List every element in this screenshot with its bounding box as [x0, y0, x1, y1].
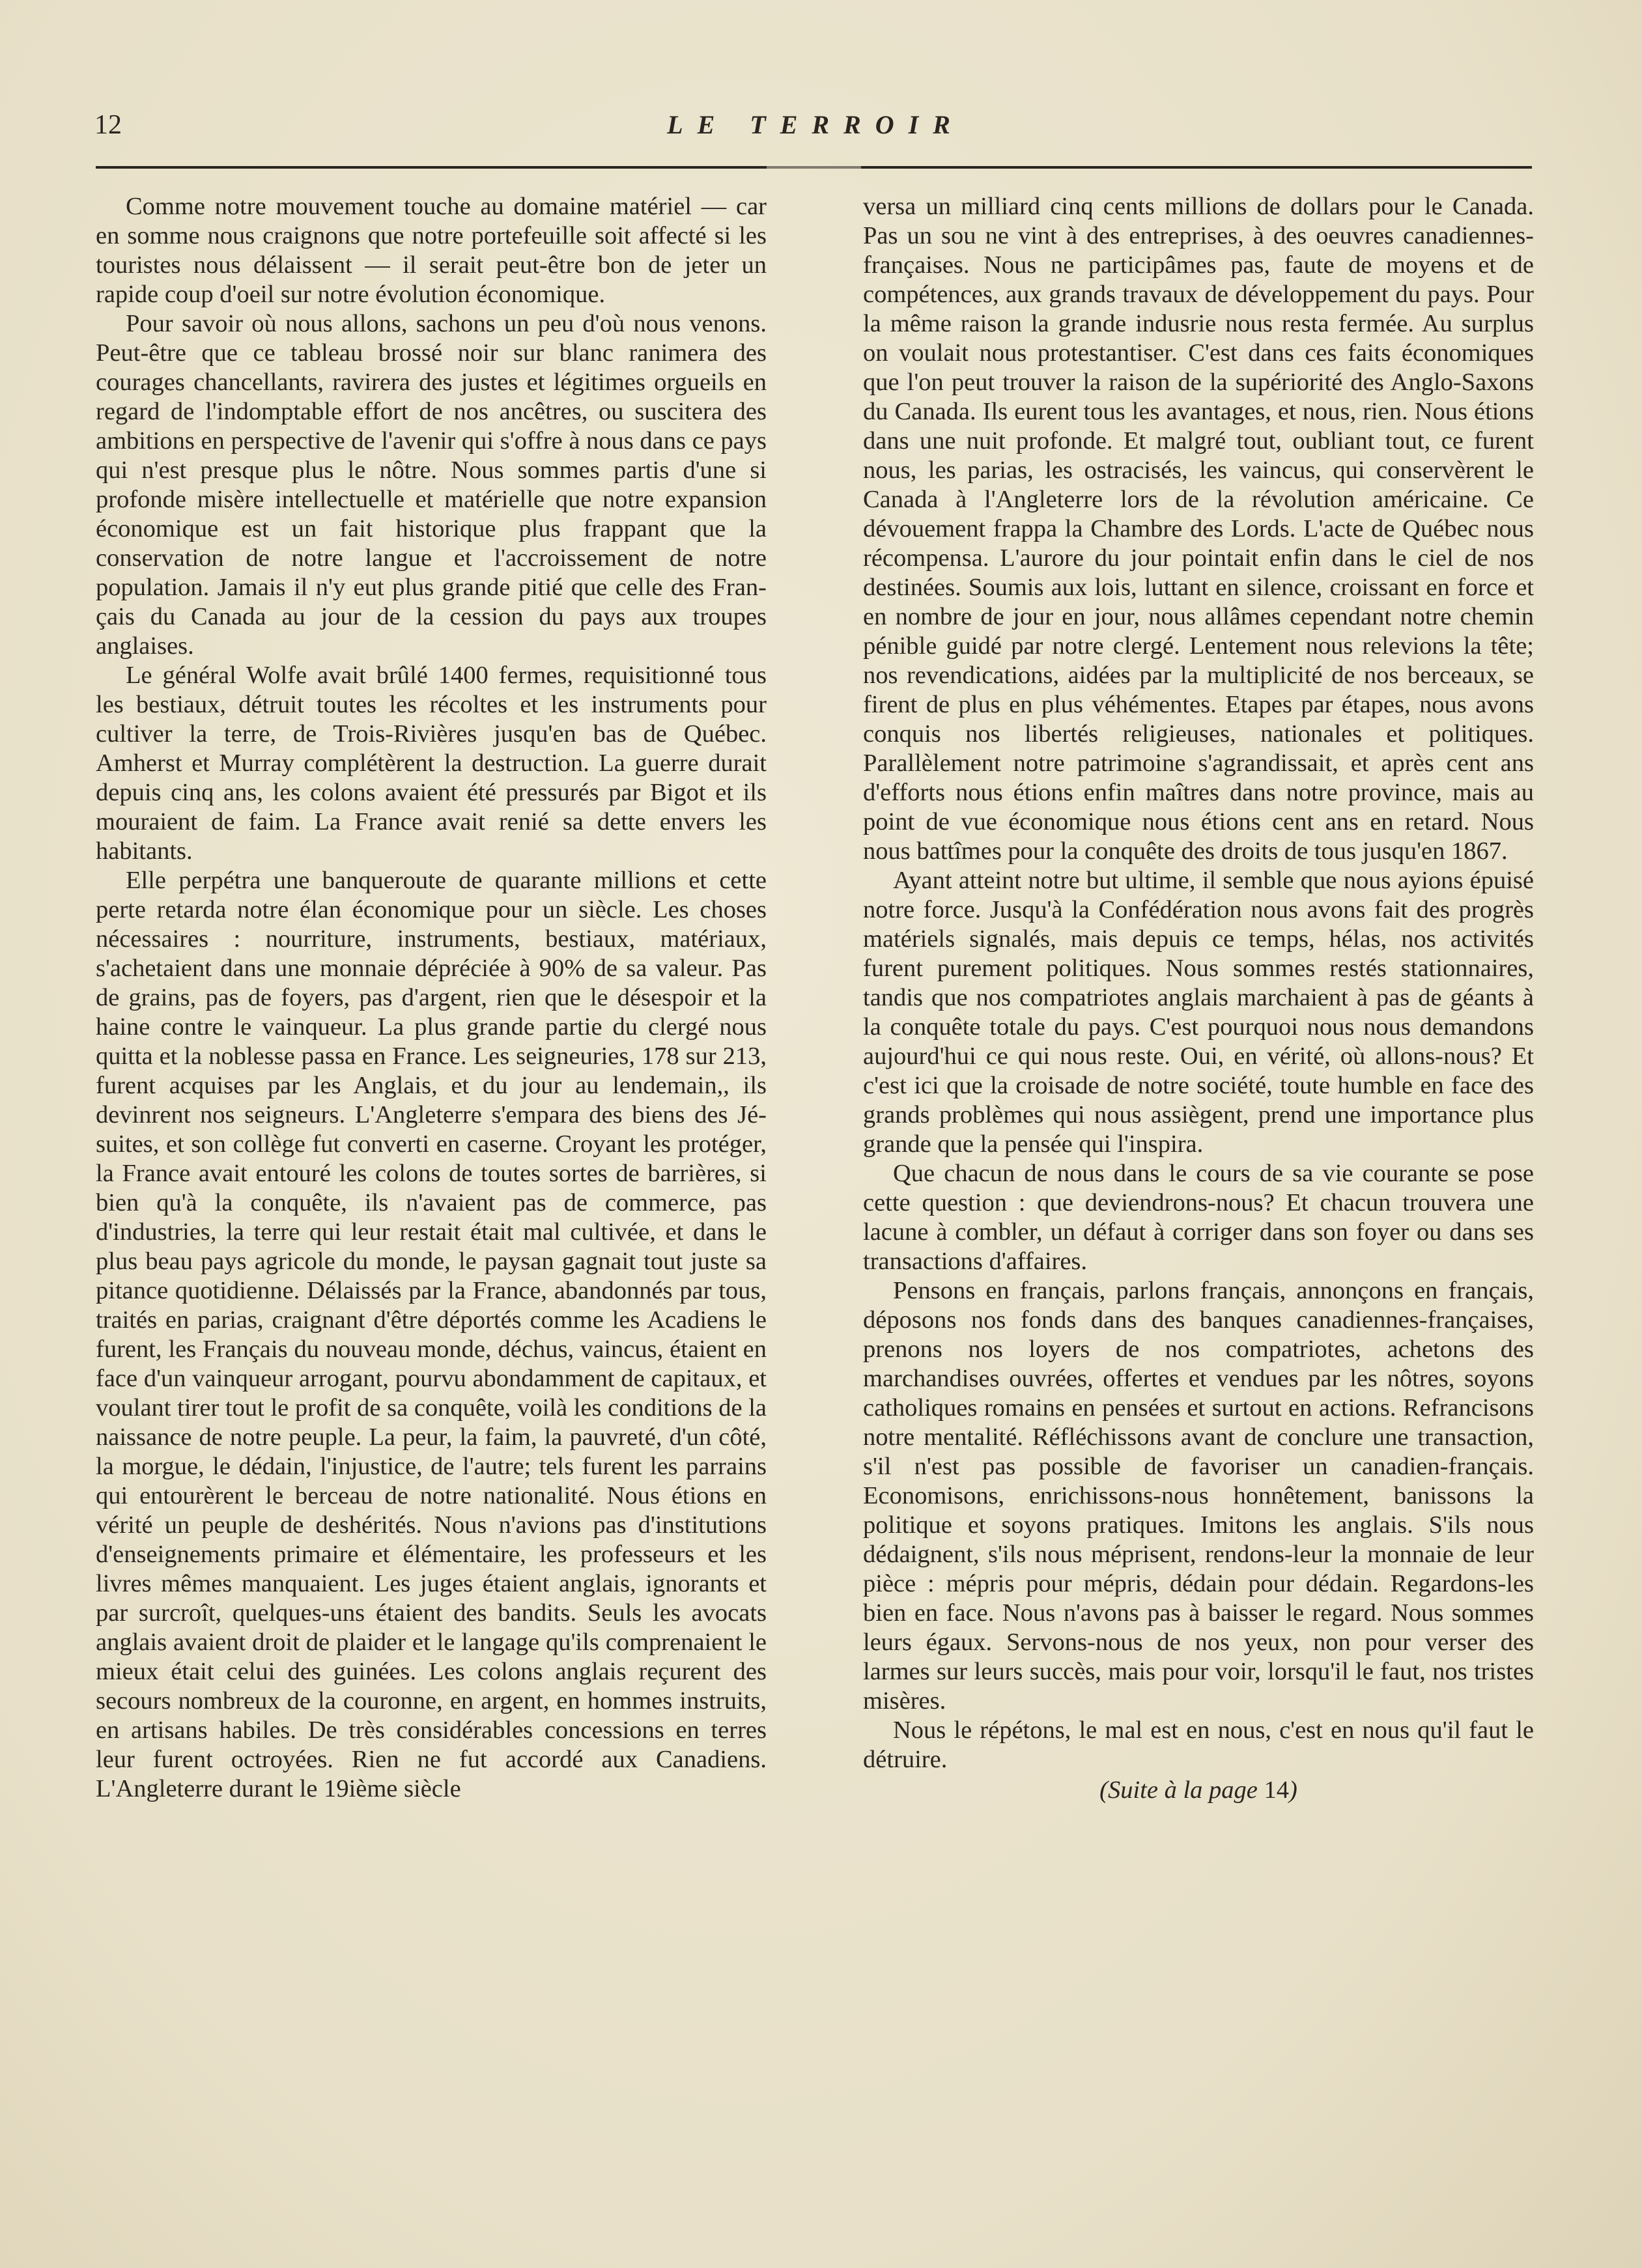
header-rule-left: [96, 166, 767, 169]
page-header: [94, 109, 1537, 148]
paragraph: Ayant atteint notre but ultime, il semble que nous ayions épuisé notre force. Jusqu'à la Confédération nous avons fait des progrès matériels signalés, mais depuis ce temps, hélas, nos activités furent purement politiques. Nous sommes restés stationnaires, tandis que nos compatriotes anglais marchaient à pas de géants à la conquête totale du pays. C'est pourquoi nous nous demandons aujourd'hui ce qui nous reste. Oui, en vérité, où allons-nous? Et c'est ici que la croisade de notre société, toute humble en face des grands problèmes qui nous assiègent, prend une importance plus grande que la pensée qui l'inspira.: [863, 867, 1534, 1158]
paragraph: versa un milliard cinq cents millions de dollars pour le Canada. Pas un sou ne vint à des entreprises, à des oeuvres canadiennes-françaises. Nous ne participâmes pas, faute de moyens et de compétences, aux grands travaux de développement du pays. Pour la même raison la grande indusrie nous resta fermée. Au surplus on voulait nous protestantiser. C'est dans ces faits économiques que l'on peut trouver la raison de la supériorité des Anglo-Saxons du Canada. Ils eurent tous les avantages, et nous, rien. Nous étions dans une nuit profonde. Et malgré tout, oubliant tout, ce furent nous, les parias, les ostracisés, les vaincus, qui conservèrent le Canada à l'Angleterre lors de la révolution américaine. Ce dévouement frappa la Chambre des Lords. L'acte de Québec nous récompensa. L'aurore du jour pointait enfin dans le ciel de nos destinées. Soumis aux lois, luttant en silence, croissant en force et en nombre de jour en jour, nous allâmes cependant notre chemin pénible guidé par notre clergé. Lentement nous relevions la tête; nos revendications, aidées par la multiplicité de nos berceaux, se firent de plus en plus véhémentes. Etapes par étapes, nous avons conquis nos libertés religieuses, nationales et politiques. Parallèlement notre patrimoine s'agrandissait, et après cent ans d'efforts nous étions enfin maîtres dans notre province, mais au point de vue économique nous étions cent ans en retard. Nous nous battîmes pour la conquête des droits de tous jusqu'en 1867.: [863, 193, 1534, 865]
continuation-text: Suite à la page: [1107, 1776, 1258, 1804]
paragraph: Que chacun de nous dans le cours de sa vie courante se pose cette question : que deviendrons-nous? Et chacun trouvera une lacune à combler, un défaut à corriger dans son foyer ou dans ses transactions d'affaires.: [863, 1160, 1534, 1275]
paragraph: Pour savoir où nous allons, sachons un peu d'où nous venons. Peut-être que ce tableau brossé noir sur blanc ranimera des courages chancellants, ravirera des justes et légitimes orgueils en regard de l'indomptable effort de nos ancêtres, ou suscitera des ambitions en perspective de l'avenir qui s'offre à nous dans ce pays qui n'est presque plus le nôtre. Nous sommes partis d'une si profonde misère intellectuelle et matérielle que notre expansion économique est un fait historique plus frappant que la conservation de notre langue et l'accroissement de notre population. Jamais il n'y eut plus grande pitié que celle des Français du Canada au jour de la cession du pays aux troupes anglaises.: [96, 310, 767, 660]
page-number: 12: [94, 110, 122, 140]
header-rule-right: [861, 166, 1532, 169]
paragraph: Nous le répétons, le mal est en nous, c'est en nous qu'il faut le détruire.: [863, 1716, 1534, 1773]
header-rule-gap: [767, 166, 861, 169]
paragraph: Comme notre mouvement touche au domaine matériel — car en somme nous craignons que notre portefeuille soit affecté si les touristes nous délaissent — il serait peut-être bon de jeter un rapide coup d'oeil sur notre évolution économique.: [96, 193, 767, 308]
running-title: LE TERROIR: [667, 110, 965, 139]
paragraph: Le général Wolfe avait brûlé 1400 fermes, requisitionné tous les bestiaux, détruit toutes les récoltes et les instruments pour cultiver la terre, de Trois-Rivières jusqu'en bas de Québec. Amherst et Murray complétèrent la destruction. La guerre durait depuis cinq ans, les colons avaient été pressurés par Bigot et ils mouraient de faim. La France avait renié sa dette envers les habitants.: [96, 662, 767, 865]
paragraph: Elle perpétra une banqueroute de quarante millions et cette perte retarda notre élan économique pour un siècle. Les choses nécessaires : nourriture, instruments, bestiaux, matériaux, s'achetaient dans une monnaie dépréciée à 90% de sa valeur. Pas de grains, pas de foyers, pas d'argent, rien que le désespoir et la haine contre le vainqueur. La plus grande partie du clergé nous quitta et la noblesse passa en France. Les seigneuries, 178 sur 213, furent acquises par les Anglais, et du jour au lendemain,, ils devinrent nos seigneurs. L'Angleterre s'empara des biens des Jésuites, et son collège fut converti en caserne. Croyant les protéger, la France avait entouré les colons de toutes sortes de barrières, si bien qu'à la conquête, ils n'avaient pas de commerce, pas d'industries, la terre qui leur restait était mal cultivée, et dans le plus beau pays agricole du monde, le paysan gagnait tout juste sa pitance quotidienne. Délaissés par la France, abandonnés par tous, traités en parias, craignant d'être déportés comme les Acadiens le furent, les Français du nouveau monde, déchus, vaincus, étaient en face d'un vainqueur arrogant, pourvu abondamment de capitaux, et voulant tirer tout le profit de sa conquête, voilà les conditions de la naissance de notre peuple. La peur, la faim, la pauvreté, d'un côté, la morgue, le dédain, l'injustice, de l'autre; tels furent les parrains qui entourèrent le berceau de notre nationalité. Nous étions en vérité un peuple de deshérités. Nous n'avions pas d'institutions d'enseignements primaire et élémentaire, les professeurs et les livres mêmes manquaient. Les juges étaient anglais, ignorants et par surcroît, quelques-uns étaient des bandits. Seuls les avocats anglais avaient droit de plaider et le langage qu'ils comprenaient le mieux était celui des guinées. Les colons anglais reçurent des secours nombreux de la couronne, en argent, en hommes instruits, en artisans habiles. De très considérables concessions en terres leur furent octroyées. Rien ne fut accordé aux Canadiens. L'Angleterre durant le 19ième siècle: [96, 867, 767, 1802]
paragraph: Pensons en français, parlons français, annonçons en français, déposons nos fonds dans des banques canadiennes-françaises, prenons nos loyers de nos compatriotes, achetons des marchandises ouvrées, offertes et vendues par les nôtres, soyons catholiques romains en pensées et surtout en actions. Refrancisons notre mentalité. Réfléchissons avant de conclure une transaction, s'il n'est pas possible de favoriser un canadien-français. Economisons, enrichissons-nous honnêtement, banissons la politique et soyons pratiques. Imitons les anglais. S'ils nous dédaignent, s'ils nous méprisent, rendons-leur la monnaie de leur pièce : mépris pour mépris, dédain pour dédain. Regardons-les bien en face. Nous n'avons pas à baisser le regard. Nous sommes leurs égaux. Servons-nous de nos yeux, non pour verser des larmes sur leurs succès, mais pour voir, lorsqu'il le faut, nos tristes misères.: [863, 1277, 1534, 1715]
left-column: [96, 192, 767, 1804]
continuation-page: 14: [1264, 1776, 1290, 1804]
right-column: [863, 192, 1534, 1805]
continuation-note: (Suite à la page 14): [1099, 1776, 1297, 1804]
